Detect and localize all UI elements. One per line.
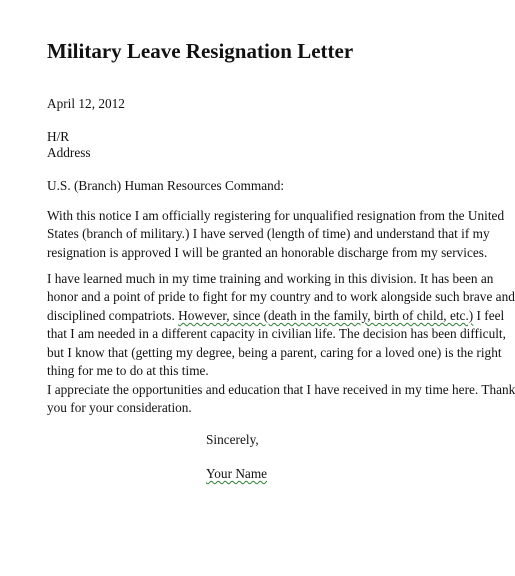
paragraph-1-line: resignation is approved I will be granted an honorable discharge from my services. [47,244,488,260]
paragraph-1-line: With this notice I am officially registering for unqualified resignation from the United [47,208,505,223]
signature-name: Your Name [206,466,268,481]
paragraph-2-segment: disciplined compatriots. [47,307,179,323]
paragraph-1-line: States (branch of military.) I have served (length of time) and understand that if my [47,226,490,242]
letter-date: April 12, 2012 [47,96,125,111]
signature [206,466,267,482]
paragraph-2-line: but I know that (getting my degree, being a parent, caring for a loved one) is the right [47,344,502,360]
paragraph-2-line: honor and a point of pride to fight for my country and to work alongside such brave and [47,289,515,305]
grammar-flagged-text: However, since (death in the family, birth of child, etc.) [178,307,474,323]
paragraph-2-line: that I am needed in a different capacity in civilian life. The decision has been difficult, [47,326,506,342]
paragraph-2 [47,270,515,380]
letter-title: Military Leave Resignation Letter [47,39,354,63]
paragraph-2-line: thing for me to do at this time. [47,363,209,379]
recipient-line-2: Address [47,145,91,160]
paragraph-2-segment: I feel [473,307,505,323]
salutation: U.S. (Branch) Human Resources Command: [47,178,285,193]
paragraph-3-line: I appreciate the opportunities and education that I have received in my time here. Thank [47,382,515,397]
closing: Sincerely, [206,432,259,447]
recipient-line-1: H/R [47,129,70,144]
paragraph-3 [47,381,515,418]
paragraph-2-line: I have learned much in my time training and working in this division. It has been an [47,271,494,286]
paragraph-3-line: you for your consideration. [47,400,192,416]
paragraph-1 [47,207,504,262]
paragraph-2-line [47,307,515,325]
